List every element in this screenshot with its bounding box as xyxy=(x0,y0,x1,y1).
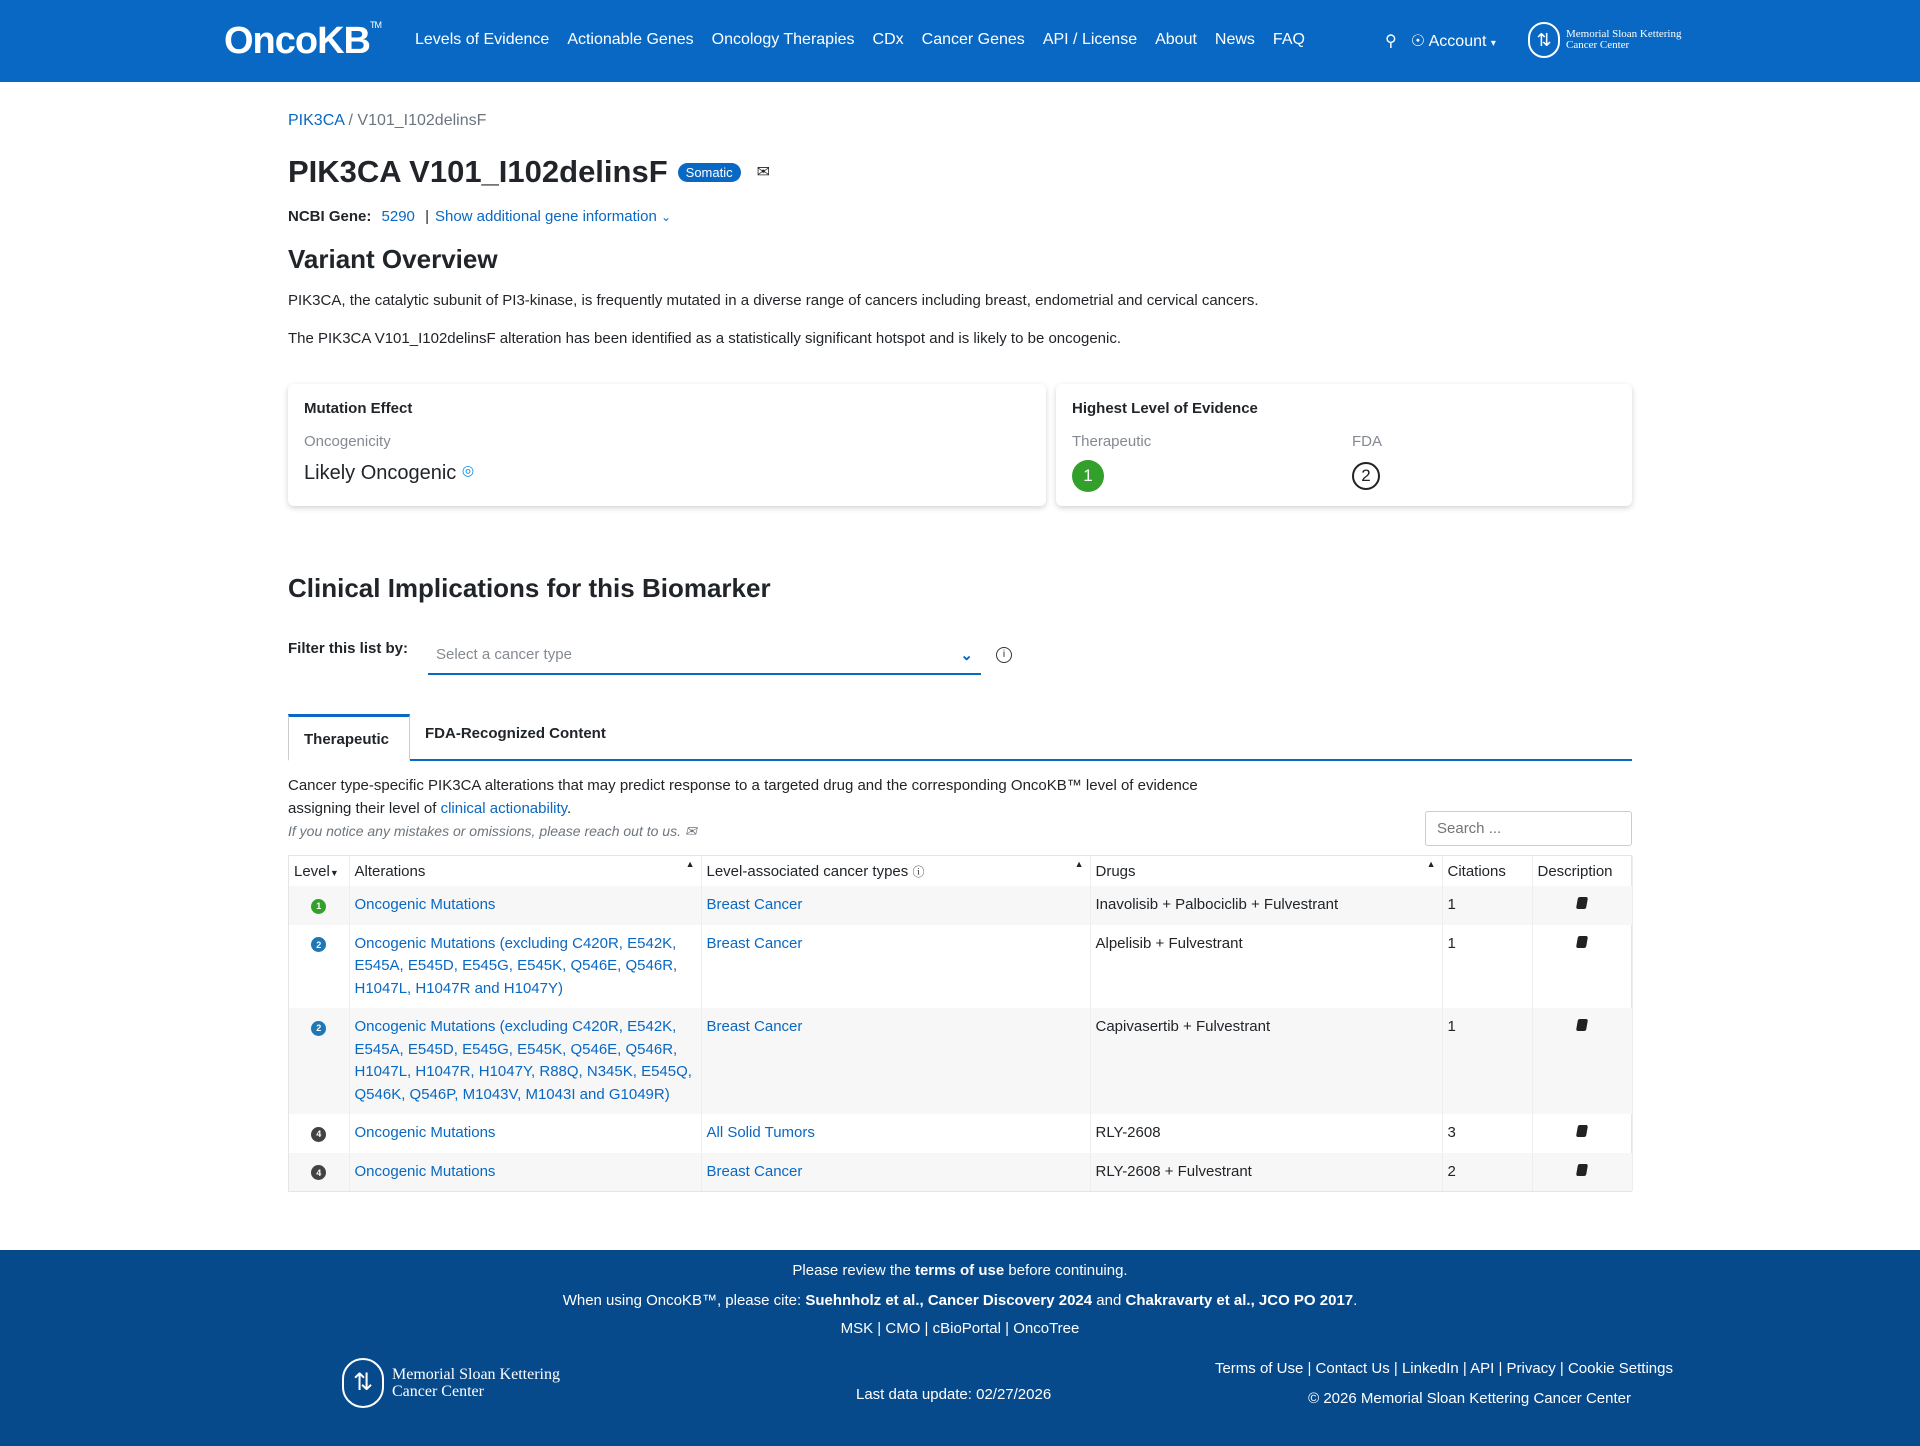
breadcrumb-gene-link[interactable]: PIK3CA xyxy=(288,112,345,129)
drugs-cell: Inavolisib + Palbociclib + Fulvestrant xyxy=(1090,886,1442,925)
review-text: Please review the xyxy=(792,1262,915,1279)
citations-cell[interactable]: 1 xyxy=(1442,886,1532,925)
book-icon[interactable] xyxy=(1576,1164,1588,1176)
top-navbar xyxy=(0,0,1920,82)
level-2-icon[interactable]: 2 xyxy=(311,1021,326,1036)
level-2-icon[interactable]: 2 xyxy=(311,937,326,952)
search-icon[interactable]: ⚲ xyxy=(1385,33,1397,50)
footer-link-cmo[interactable]: CMO xyxy=(885,1320,921,1337)
alteration-link[interactable]: Oncogenic Mutations xyxy=(354,896,496,913)
msk-emblem-icon: ⇅ xyxy=(1528,22,1560,58)
review-text-end: before continuing. xyxy=(1004,1262,1128,1279)
book-icon[interactable] xyxy=(1576,936,1588,948)
msk-line2: Cancer Center xyxy=(392,1383,484,1400)
header-cancer-types[interactable] xyxy=(701,856,1090,886)
footer-cookie-settings-link[interactable]: Cookie Settings xyxy=(1567,1360,1673,1377)
msk-line1: Memorial Sloan Kettering xyxy=(392,1366,560,1383)
cancer-type-link[interactable]: Breast Cancer xyxy=(706,934,803,952)
cite-text: When using OncoKB™, please cite: xyxy=(562,1292,806,1309)
msk-emblem-icon: ⇅ xyxy=(342,1358,384,1408)
citations-cell[interactable]: 1 xyxy=(1442,1008,1532,1114)
variant-overview-heading: Variant Overview xyxy=(288,244,498,274)
table-row xyxy=(289,925,1633,1009)
breadcrumb xyxy=(288,112,1632,130)
level-1-icon[interactable]: 1 xyxy=(1072,460,1104,492)
book-icon[interactable] xyxy=(1576,1019,1588,1031)
level-4-icon[interactable]: 4 xyxy=(311,1165,326,1180)
header-label: Description xyxy=(1537,862,1613,880)
header-label: Level xyxy=(294,862,330,880)
overview-paragraph-1: PIK3CA, the catalytic subunit of PI3-kinase, is frequently mutated in a diverse range of cancers including breast, endometrial and cervical cancers. xyxy=(288,292,1259,309)
sort-icon: ▲ xyxy=(685,859,695,869)
cancer-type-link[interactable]: Breast Cancer xyxy=(706,1162,803,1180)
breadcrumb-variant: V101_I102delinsF xyxy=(357,112,487,129)
header-label: Citations xyxy=(1447,862,1506,880)
caret-down-icon: ▾ xyxy=(1490,38,1496,49)
footer-link-cbioportal[interactable]: cBioPortal xyxy=(932,1320,1001,1337)
drugs-cell: RLY-2608 + Fulvestrant xyxy=(1090,1153,1442,1192)
period: . xyxy=(567,800,572,817)
therapeutic-table-wrap xyxy=(288,855,1632,1192)
nav-api-license[interactable]: API / License xyxy=(1042,31,1138,48)
nav-oncology-therapies[interactable]: Oncology Therapies xyxy=(711,31,855,48)
table-row xyxy=(289,1114,1633,1153)
clinical-implications-heading: Clinical Implications for this Biomarker xyxy=(288,573,771,603)
highest-level-card xyxy=(1056,384,1632,506)
header-level[interactable] xyxy=(289,856,349,886)
mail-icon[interactable]: ✉ xyxy=(756,164,771,181)
header-drugs[interactable] xyxy=(1090,856,1442,886)
cite-and: and xyxy=(1092,1292,1126,1309)
trademark: TM xyxy=(370,20,381,30)
nav-cancer-genes[interactable]: Cancer Genes xyxy=(921,31,1025,48)
cancer-type-link[interactable]: Breast Cancer xyxy=(706,1018,803,1035)
terms-of-use-link[interactable]: terms of use xyxy=(914,1262,1005,1279)
msk-line2: Cancer Center xyxy=(1566,39,1630,51)
footer-api-link[interactable]: API xyxy=(1470,1360,1495,1377)
table-row xyxy=(289,1153,1633,1192)
drugs-cell: Alpelisib + Fulvestrant xyxy=(1090,925,1442,1009)
tab-therapeutic[interactable]: Therapeutic xyxy=(288,714,410,761)
ncbi-gene-link[interactable]: 5290 xyxy=(381,208,415,225)
oncokb-logo[interactable] xyxy=(224,20,381,63)
alteration-link[interactable]: Oncogenic Mutations xyxy=(354,1124,496,1141)
breadcrumb-separator: / xyxy=(348,112,353,129)
oncogenicity-label: Oncogenicity xyxy=(304,433,391,450)
therapeutic-table xyxy=(289,856,1633,1191)
cite-end: . xyxy=(1353,1292,1358,1309)
therapeutic-label: Therapeutic xyxy=(1072,433,1152,450)
nav-actionable-genes[interactable]: Actionable Genes xyxy=(567,31,694,48)
select-placeholder: Select a cancer type xyxy=(436,646,572,663)
level-4-icon[interactable]: 4 xyxy=(311,1127,326,1142)
clinical-actionability-link[interactable]: clinical actionability xyxy=(440,800,568,817)
last-data-update: Last data update: 02/27/2026 xyxy=(856,1386,1052,1403)
footer-link-oncotree[interactable]: OncoTree xyxy=(1013,1320,1080,1337)
oncogenicity-value xyxy=(304,462,1030,485)
cancer-type-link[interactable]: Breast Cancer xyxy=(706,896,803,913)
logo-text: OncoKB xyxy=(224,20,370,62)
mail-icon[interactable]: ✉ xyxy=(684,823,697,839)
mutation-effect-card xyxy=(288,384,1046,506)
nav-news[interactable]: News xyxy=(1214,31,1255,48)
sort-icon: ▲ xyxy=(1426,859,1436,869)
user-icon: ☉ xyxy=(1410,33,1426,50)
chevron-circle-down-icon: ⌄ xyxy=(660,210,672,224)
cancer-type-select[interactable] xyxy=(428,638,981,675)
fda-level-2-icon[interactable]: 2 xyxy=(1352,462,1380,490)
citation-2-link[interactable]: Chakravarty et al., JCO PO 2017 xyxy=(1125,1292,1354,1309)
header-label: Drugs xyxy=(1095,862,1136,880)
show-gene-info-link[interactable] xyxy=(435,208,671,225)
separator: | xyxy=(425,208,429,225)
nav-cdx[interactable]: CDx xyxy=(872,31,904,48)
header-label: Alterations xyxy=(354,862,426,880)
book-icon[interactable] xyxy=(1576,1125,1588,1137)
copyright: © 2026 Memorial Sloan Kettering Cancer Center xyxy=(1308,1390,1631,1407)
alteration-link[interactable]: Oncogenic Mutations xyxy=(354,1162,496,1180)
card-title: Mutation Effect xyxy=(304,400,413,417)
card-title: Highest Level of Evidence xyxy=(1072,400,1258,417)
footer: Please review the terms of use before continuing. When using OncoKB™, please cite: Suehnholz et al., Cancer Discovery 2024 and Chakravarty et al., JCO PO 2017. MSK | CMO | cBioPortal | OncoTree ⇅ Memorial Sloan Kettering Cancer Center Last data update: 02/27/2026 Terms of Use | Contact Us | LinkedIn | API | Privacy | Cookie Settings © 2026 Memorial Sloan Kettering Cancer Center xyxy=(0,1250,1920,1446)
table-header-row xyxy=(289,856,1633,886)
cancer-type-link[interactable]: All Solid Tumors xyxy=(706,1124,815,1141)
footer-privacy-link[interactable]: Privacy xyxy=(1506,1360,1556,1377)
header-description[interactable] xyxy=(1532,856,1633,886)
info-icon[interactable]: i xyxy=(996,647,1012,663)
footer-contact-link[interactable]: Contact Us xyxy=(1315,1360,1390,1377)
header-citations[interactable] xyxy=(1442,856,1532,886)
msk-line1: Memorial Sloan Kettering xyxy=(1566,28,1682,40)
level-1-icon[interactable]: 1 xyxy=(311,899,326,914)
nav-about[interactable]: About xyxy=(1155,31,1197,48)
filter-label: Filter this list by: xyxy=(288,640,409,657)
page-title xyxy=(288,154,1632,190)
footer-msk-logo[interactable] xyxy=(342,1358,560,1408)
overview-paragraph-2: The PIK3CA V101_I102delinsF alteration has been identified as a statistically significant hotspot and is likely to be oncogenic. xyxy=(288,330,1122,347)
footer-linkedin-link[interactable]: LinkedIn xyxy=(1401,1360,1459,1377)
sort-icon: ▲ xyxy=(1074,859,1084,869)
citations-cell[interactable]: 2 xyxy=(1442,1153,1532,1192)
nav-levels-of-evidence[interactable]: Levels of Evidence xyxy=(415,31,550,48)
alteration-link[interactable]: Oncogenic Mutations (excluding C420R, E542K, E545A, E545D, E545G, E545K, Q546E, Q546R, H1047L, H1047R and H1047Y) xyxy=(354,934,678,997)
footer-terms-link[interactable]: Terms of Use xyxy=(1214,1360,1304,1377)
footer-link-msk[interactable]: MSK xyxy=(840,1320,874,1337)
ncbi-gene-row xyxy=(288,208,1632,225)
show-gene-info-label: Show additional gene information xyxy=(434,208,657,225)
footer-links-2: Terms of Use | Contact Us | LinkedIn | API | Privacy | Cookie Settings xyxy=(1214,1360,1673,1377)
description-line-1: Cancer type-specific PIK3CA alterations that may predict response to a targeted drug and the corresponding OncoKB™ level of evidence xyxy=(288,777,1198,794)
drugs-cell: Capivasertib + Fulvestrant xyxy=(1090,1008,1442,1114)
table-row xyxy=(289,1008,1633,1114)
drugs-cell: RLY-2608 xyxy=(1090,1114,1442,1153)
oncogenic-target-icon: ◎ xyxy=(461,462,475,478)
tab-bar xyxy=(288,714,1632,761)
alteration-link[interactable]: Oncogenic Mutations (excluding C420R, E542K, E545A, E545D, E545G, E545K, Q546E, Q546R, H1047L, H1047R, H1047Y, R88Q, N345K, E545Q, Q546K, Q546P, M1043V, M1043I and G1049R) xyxy=(354,1018,692,1103)
nav-faq[interactable]: FAQ xyxy=(1272,31,1305,48)
ncbi-label: NCBI Gene: xyxy=(288,208,372,225)
citations-cell[interactable]: 3 xyxy=(1442,1114,1532,1153)
chevron-down-icon: ⌄ xyxy=(960,647,973,664)
table-search-input[interactable] xyxy=(1425,811,1632,846)
citation-1-link[interactable]: Suehnholz et al., Cancer Discovery 2024 xyxy=(805,1292,1093,1309)
table-row xyxy=(289,886,1633,925)
fda-label: FDA xyxy=(1352,433,1382,450)
description-line-2: assigning their level of xyxy=(288,800,441,817)
sort-desc-icon: ▼ xyxy=(329,867,339,878)
oncogenicity-text: Likely Oncogenic xyxy=(304,462,457,484)
header-label: Level-associated cancer types xyxy=(706,862,909,880)
feedback-note: If you notice any mistakes or omissions, please reach out to us. xyxy=(288,823,681,839)
header-alterations[interactable] xyxy=(349,856,701,886)
title-text: PIK3CA V101_I102delinsF xyxy=(288,154,668,189)
somatic-badge: Somatic xyxy=(678,163,741,182)
account-dropdown[interactable] xyxy=(1411,31,1496,51)
msk-logo[interactable] xyxy=(1528,22,1681,58)
nav-links xyxy=(415,31,1305,49)
info-icon[interactable]: ⓘ xyxy=(912,864,925,879)
citations-cell[interactable]: 1 xyxy=(1442,925,1532,1009)
book-icon[interactable] xyxy=(1576,897,1588,909)
account-label: Account xyxy=(1428,33,1487,50)
tab-fda-recognized-content[interactable]: FDA-Recognized Content xyxy=(425,725,606,742)
